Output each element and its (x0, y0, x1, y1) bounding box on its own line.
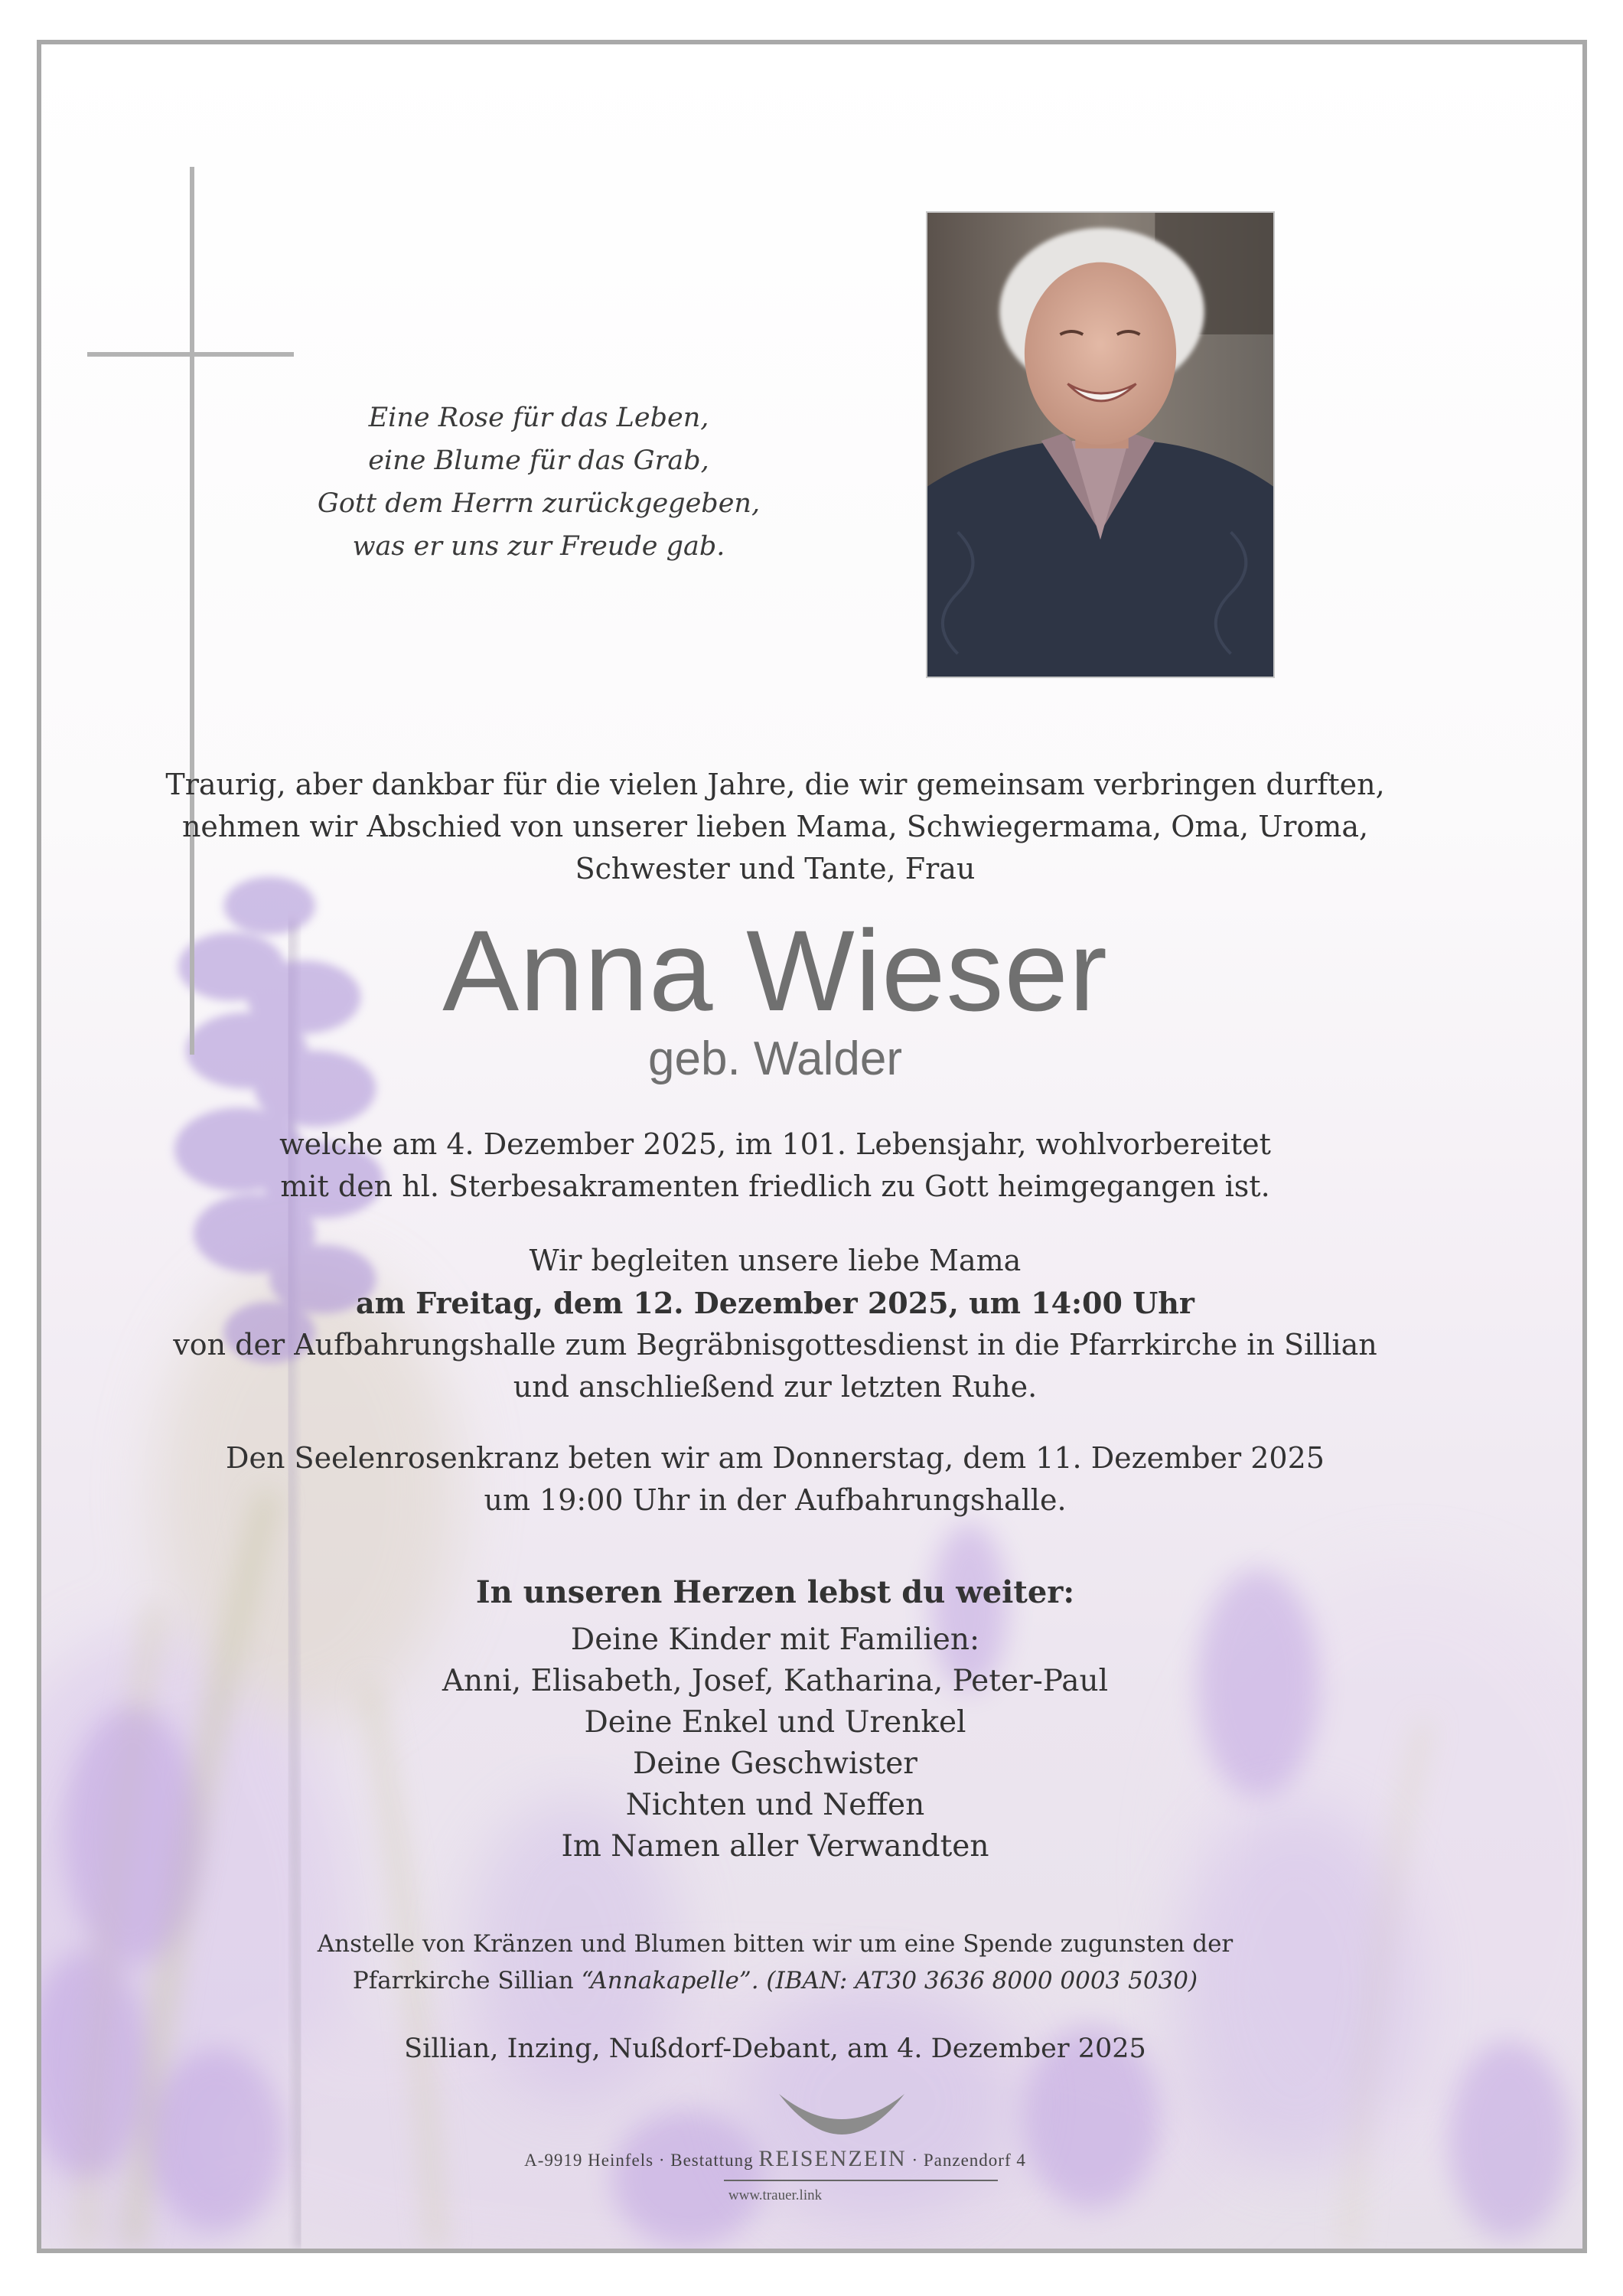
deceased-name: Anna Wieser (442, 906, 1108, 1035)
poem-line: Eine Rose für das Leben, (368, 403, 709, 433)
footer-url: www.trauer.link (728, 2187, 823, 2203)
funeral-line: von der Aufbahrungshalle zum Begräbnisgottesdienst in die Pfarrkirche in Sillian (173, 1328, 1377, 1362)
mourner-line: Nichten und Neffen (625, 1788, 925, 1822)
poem-line: Gott dem Herrn zurückgegeben, (317, 488, 761, 519)
poem-line: was er uns zur Freude gab. (352, 531, 725, 562)
death-line: welche am 4. Dezember 2025, im 101. Lebensjahr, wohlvorbereitet (279, 1127, 1271, 1161)
mourner-line: Im Namen aller Verwandten (561, 1829, 989, 1864)
cross-horizontal-bar (87, 352, 294, 357)
poem-line: eine Blume für das Grab, (368, 445, 709, 476)
maiden-name: geb. Walder (648, 1032, 902, 1085)
rosary-details (37, 1437, 1546, 1521)
rosary-line: um 19:00 Uhr in der Aufbahrungshalle. (484, 1483, 1067, 1517)
funeral-home-logo-icon (774, 2091, 909, 2144)
intro-text (37, 764, 1546, 890)
funeral-home-brand: REISENZEIN (758, 2146, 907, 2171)
donation-line: Anstelle von Kränzen und Blumen bitten wir um eine Spende zugunsten der (317, 1930, 1234, 1958)
funeral-home-address (37, 2146, 1546, 2172)
funeral-details (37, 1240, 1546, 1408)
intro-line: Schwester und Tante, Frau (575, 852, 976, 885)
donation-note (37, 1926, 1546, 1999)
mourner-line: Deine Enkel und Urenkel (584, 1705, 966, 1740)
death-notice (37, 1124, 1546, 1208)
intro-line: nehmen wir Abschied von unserer lieben Mama, Schwiegermama, Oma, Uroma, (181, 810, 1369, 843)
mourner-line: Anni, Elisabeth, Josef, Katharina, Peter-Paul (442, 1664, 1109, 1698)
footer-middle: Bestattung (670, 2151, 754, 2170)
funeral-date: am Freitag, dem 12. Dezember 2025, um 14:00 Uhr (356, 1286, 1194, 1320)
rosary-line: Den Seelenrosenkranz beten wir am Donnerstag, dem 11. Dezember 2025 (226, 1441, 1325, 1475)
funeral-line: und anschließend zur letzten Ruhe. (513, 1370, 1038, 1404)
donation-line-2 (37, 1962, 1546, 1999)
place-date: Sillian, Inzing, Nußdorf-Debant, am 4. Dezember 2025 (404, 2033, 1146, 2064)
mourner-line: Deine Kinder mit Familien: (570, 1623, 980, 1657)
donation-chapel-iban: “Annakapelle”. (IBAN: AT30 3636 8000 0003 5030) (581, 1967, 1198, 1994)
donation-prefix: Pfarrkirche Sillian (352, 1967, 582, 1994)
mourner-line: Deine Geschwister (633, 1746, 917, 1781)
mourners-list (37, 1619, 1546, 1867)
portrait-photo (926, 211, 1275, 678)
footer-rule (724, 2180, 998, 2181)
obituary-frame (37, 40, 1587, 2253)
funeral-line: Wir begleiten unsere liebe Mama (529, 1244, 1022, 1277)
death-line: mit den hl. Sterbesakramenten friedlich zu Gott heimgegangen ist. (280, 1169, 1270, 1203)
footer-right: · Panzendorf 4 (911, 2151, 1026, 2170)
footer-left: A-9919 Heinfels · (524, 2151, 666, 2170)
poem (309, 396, 768, 568)
mourners-title: In unseren Herzen lebst du weiter: (475, 1574, 1075, 1610)
intro-line: Traurig, aber dankbar für die vielen Jahre, die wir gemeinsam verbringen durften, (165, 768, 1385, 801)
